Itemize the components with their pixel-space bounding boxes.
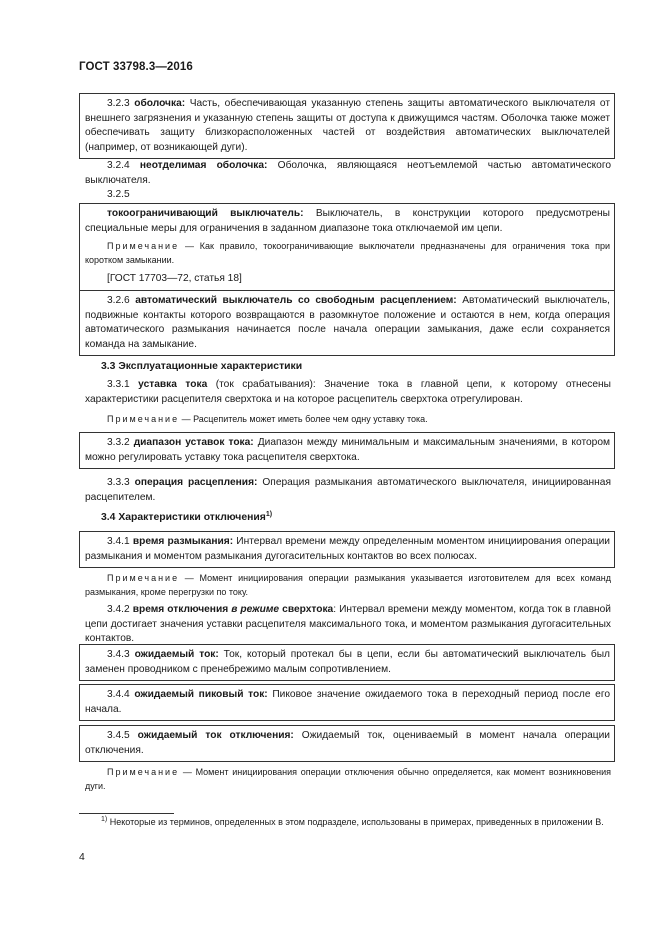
footnote-ref: 1) — [265, 511, 273, 518]
term: оболочка: — [134, 98, 186, 109]
entry-number: 3.4.5 — [107, 730, 130, 741]
entry-number: 3.4.3 — [107, 649, 130, 660]
entry-3-4-2 — [79, 603, 615, 647]
entry-number: 3.3.1 — [107, 379, 130, 390]
definition: Диапазон между минимальным и максимальным значениями, в котором можно регулировать уставку тока расцепителя сверхтока. — [85, 437, 610, 463]
note-text: — Момент инициирования операции отключения обычно определяется, как момент возникновения дуги. — [85, 767, 611, 791]
definition: Операция размыкания автоматического выключателя, инициированная расцепителем. — [85, 477, 611, 503]
entry-number: 3.4.2 — [107, 604, 130, 615]
note-text: — Как правило, токоограничивающие выключатели предназначены для ограничения тока при коротком замыкании. — [85, 241, 610, 265]
definition: Пиковое значение ожидаемого тока в переходный период после его начала. — [85, 689, 610, 715]
footnote-divider — [79, 813, 174, 814]
entry-3-3-1 — [79, 378, 615, 427]
definition: Интервал времени между определенным моментом инициирования операции размыкания и моментом размыкания дугогасительных контактов во всех полюсах. — [85, 536, 610, 562]
note-label: Примечание — [107, 767, 180, 777]
entry-3-2-4 — [79, 159, 615, 188]
term: время размыкания: — [132, 536, 234, 547]
term: автоматический выключатель со свободным расцеплением: — [135, 295, 457, 306]
definition: Автоматический выключатель, подвижные контакты которого возвращаются в разомкнутое положение и остаются в нем, когда операция автоматического размыкания начинается после начала операции замыкания, даже если сохраняется команда на замыкание. — [85, 295, 610, 350]
source-reference: [ГОСТ 17703—72, статья 18] — [107, 273, 242, 285]
entry-3-4-1 — [79, 531, 615, 568]
standard-header: ГОСТ 33798.3—2016 — [79, 61, 193, 73]
entry-3-2-6 — [79, 290, 615, 356]
definition: Ожидаемый ток, оцениваемый в момент начала операции отключения. — [85, 730, 610, 756]
term: время отключения — [132, 604, 229, 615]
entry-number: 3.4.1 — [107, 536, 130, 547]
definition: Выключатель, в конструкции которого предусмотрены специальные меры для ограничения в заданном диапазоне тока отключаемой им цепи. — [85, 208, 610, 234]
entry-3-2-3 — [79, 93, 615, 159]
note-label: Примечание — [107, 241, 180, 252]
section-heading-3-3: 3.3 Эксплуатационные характеристики — [101, 361, 303, 372]
entry-number: 3.2.6 — [107, 295, 130, 306]
page-number: 4 — [79, 852, 85, 863]
note-3-4-5 — [79, 766, 615, 793]
entry-number: 3.2.4 — [107, 160, 130, 171]
entry-3-3-2 — [79, 432, 615, 469]
entry-number: 3.2.3 — [107, 98, 130, 109]
entry-3-2-5 — [79, 203, 615, 291]
term: ожидаемый пиковый ток: — [134, 689, 268, 700]
note-label: Примечание — [107, 573, 180, 583]
entry-3-3-3 — [79, 476, 615, 505]
definition: Ток, который протекал бы в цепи, если бы автоматический выключатель был заменен проводником с пренебрежимо малым сопротивлением. — [85, 649, 610, 675]
footnote-text: Некоторые из терминов, определенных в этом подразделе, использованы в примерах, приведенных в приложении В. — [107, 817, 604, 827]
footnote-mark: 1) — [101, 816, 108, 823]
definition: : Интервал времени между моментом, когда ток в главной цепи достигает значения уставки расцепителя максимального тока, и моментом размыкания дугогасительных контактов. — [85, 604, 611, 645]
definition: Оболочка, являющаяся неотъемлемой частью автоматического выключателя. — [85, 160, 611, 186]
term: сверхтока — [282, 604, 334, 615]
term: операция расцепления: — [134, 477, 258, 488]
section-title: 3.4 Характеристики отключения — [101, 512, 266, 523]
note-label: Примечание — [107, 414, 180, 425]
note-3-4-1 — [79, 572, 615, 599]
definition: Часть, обеспечивающая указанную степень защиты автоматического выключателя от внешнего загрязнения и указанную степень защиты от доступа к движущимся частям. Оболочка также может обеспечивать защиту близкорасположенных частей от воздействия автоматических выключателей (например, от возникающей дуги). — [85, 98, 610, 153]
term-italic: в режиме — [231, 604, 280, 615]
entry-number: 3.3.2 — [107, 437, 130, 448]
section-heading-3-4 — [101, 512, 272, 523]
entry-3-4-3 — [79, 644, 615, 681]
entry-number: 3.3.3 — [107, 477, 130, 488]
definition: (ток срабатывания): Значение тока в главной цепи, к которому отнесены характеристики расцепителя сверхтока и на которое расцепитель сверхтока отрегулирован. — [85, 379, 611, 405]
note-text: — Расцепитель может иметь более чем одну уставку тока. — [179, 414, 428, 425]
term: ожидаемый ток отключения: — [137, 730, 294, 741]
entry-number: 3.4.4 — [107, 689, 130, 700]
term: токоограничивающий выключатель: — [107, 208, 304, 219]
entry-3-2-5-number — [79, 188, 615, 203]
entry-3-4-4 — [79, 684, 615, 721]
footnote — [79, 816, 615, 829]
term: неотделимая оболочка: — [139, 160, 268, 171]
entry-number: 3.2.5 — [107, 189, 130, 200]
entry-3-4-5 — [79, 725, 615, 762]
term: ожидаемый ток: — [134, 649, 219, 660]
note-text: — Момент инициирования операции размыкания указывается изготовителем для всех команд размыкания, кроме перегрузки по току. — [85, 573, 611, 597]
term: диапазон уставок тока: — [133, 437, 254, 448]
term: уставка тока — [138, 379, 208, 390]
